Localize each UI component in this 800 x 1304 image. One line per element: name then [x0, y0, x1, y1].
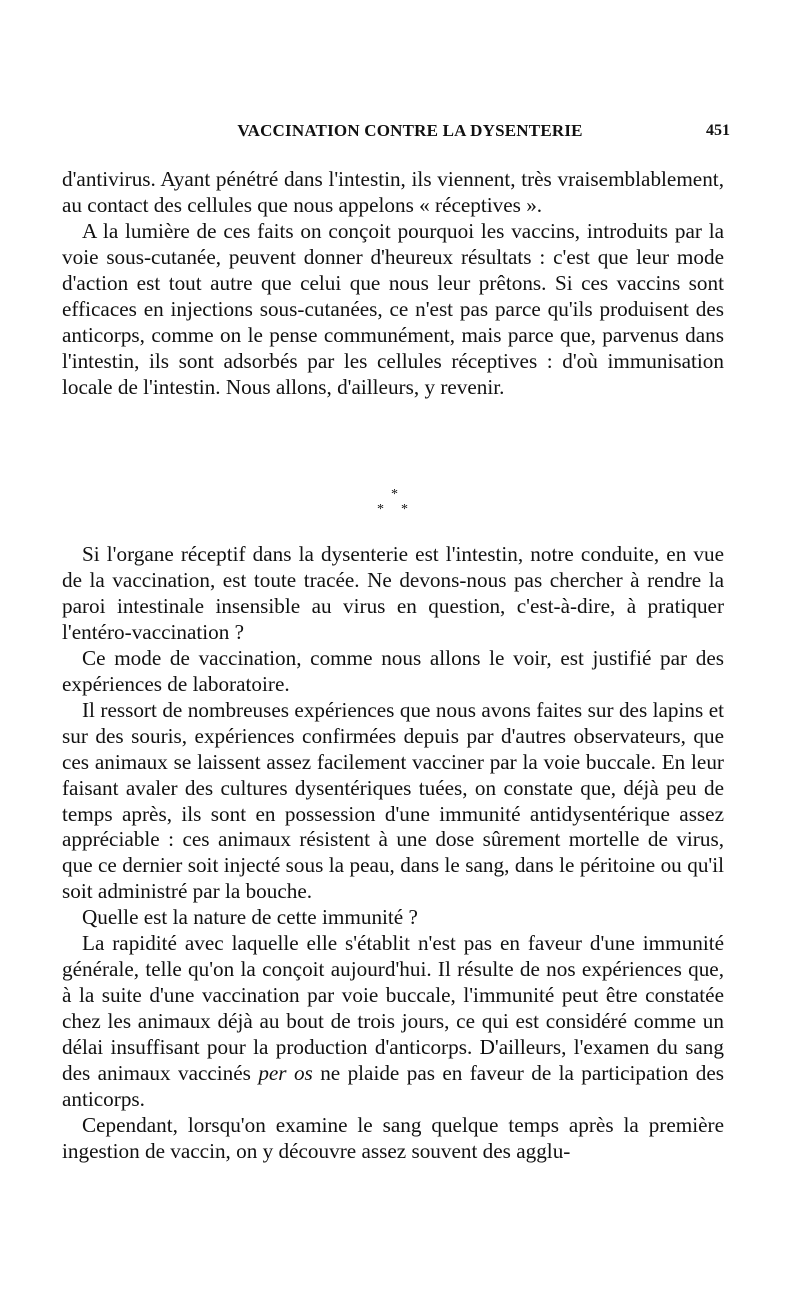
paragraph-rapidite-immunite [62, 931, 724, 1113]
paragraph-vaccins-sous-cutanes: A la lumière de ces faits on conçoit pourquoi les vaccins, introduits par la voie sous-cutanée, peuvent donner d'heureux résultats : c'est que leur mode d'action est tout autre que celui que nous leur prêtons. Si ces vaccins sont efficaces en injections sous-cutanées, ce n'est pas parce qu'ils produisent des anticorps, comme on le pense communément, mais parce que, parvenus dans l'intestin, ils sont adsorbés par les cellules réceptives : d'où immunisation locale de l'intestin. Nous allons, d'ailleurs, y revenir. [62, 218, 724, 399]
paragraph-organe-receptif: Si l'organe réceptif dans la dysenterie est l'intestin, notre conduite, en vue de la vaccination, est toute tracée. Ne devons-nous pas chercher à rendre la paroi intestinale insensible au virus en question, c'est-à-dire, à pratiquer l'entéro-vaccination ? [62, 542, 724, 644]
paragraph-examen-du-sang: Cependant, lorsqu'on examine le sang quelque temps après la première ingestion de vaccin, on y découvre assez souvent des agglu- [62, 1112, 724, 1163]
paragraph-text-part: La rapidité avec laquelle elle s'établit n'est pas en faveur d'une immunité générale, telle qu'on la conçoit aujourd'hui. Il résulte de nos expériences que, à la suite d'une vaccination par voie buccale, l'immunité peut être constatée chez les animaux déjà au bout de trois jours, ce qui est considéré comme un délai insuffisant pour la production d'anticorps. D'ailleurs, l'examen du sang des animaux vaccinés [62, 931, 724, 1086]
text-block-after-separator [62, 542, 724, 1165]
paragraph-continued: d'antivirus. Ayant pénétré dans l'intestin, ils viennent, très vraisemblablement, au contact des cellules que nous appelons « réceptives ». [62, 167, 724, 217]
paragraph-experiences-lapins-souris: Il ressort de nombreuses expériences que nous avons faites sur des lapins et sur des souris, expériences confirmées depuis par d'autres observateurs, que ces animaux se laissent assez facilement vacciner par la voie buccale. En leur faisant avaler des cultures dysentériques tuées, on constate que, déjà peu de temps après, ils sont en possession d'une immunité antidysentérique assez appréciable : ces animaux résistent à une dose sûrement mortelle de virus, que ce dernier soit injecté sous la peau, dans le sang, dans le péritoine ou qu'il soit administré par la bouche. [62, 697, 724, 904]
paragraph-question-immunite: Quelle est la nature de cette immunité ? [82, 905, 418, 930]
asterisk-glyph: * [377, 502, 384, 517]
running-head [62, 121, 730, 147]
paragraph-text-part: ne plaide pas en faveur de la participation des anticorps. [62, 1061, 725, 1112]
running-title: VACCINATION CONTRE LA DYSENTERIE [237, 121, 583, 140]
asterism-separator [372, 488, 420, 528]
paragraph-mode-de-vaccination: Ce mode de vaccination, comme nous allons le voir, est justifié par des expériences de laboratoire. [62, 645, 724, 696]
text-block-before-separator [62, 167, 724, 401]
asterisk-glyph: * [401, 502, 408, 517]
latin-term-per-os: per os [258, 1061, 313, 1086]
asterisk-glyph: * [391, 487, 398, 502]
page-number: 451 [706, 122, 730, 139]
